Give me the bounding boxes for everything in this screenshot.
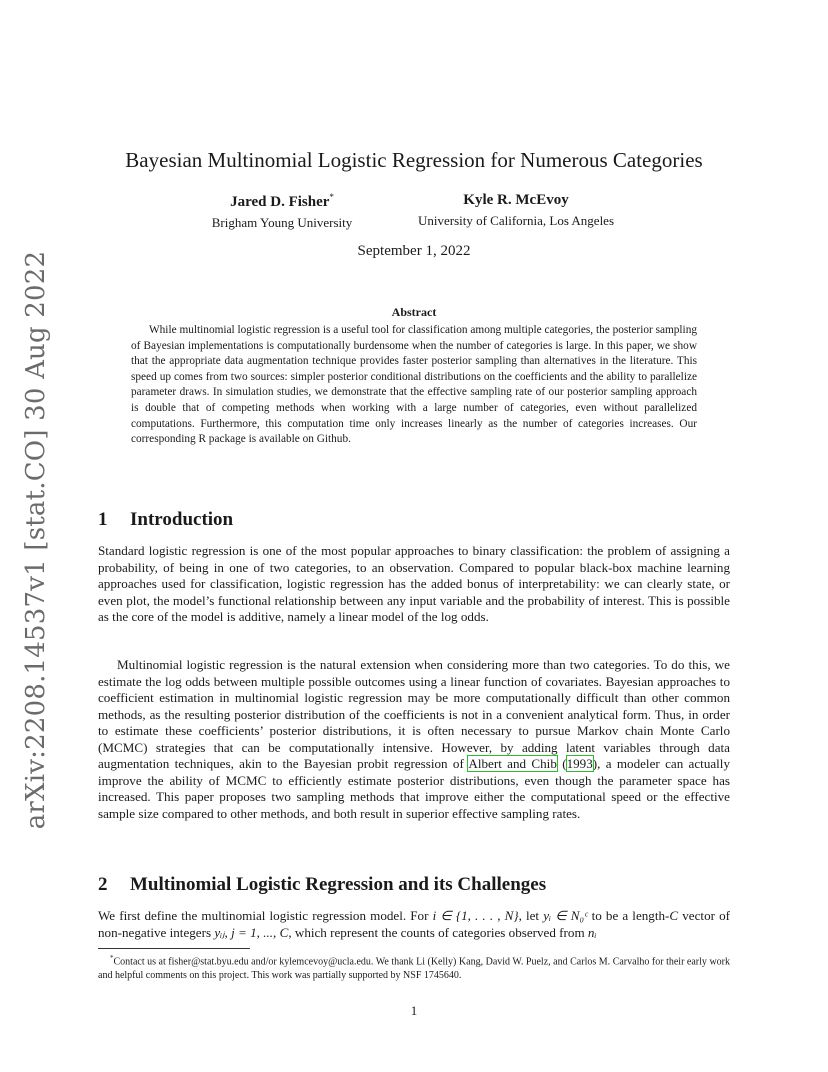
footnote-marker: *: [329, 192, 334, 202]
paper-title: Bayesian Multinomial Logistic Regression for Numerous Categories: [125, 148, 703, 172]
footnote: *Contact us at fisher@stat.byu.edu and/or kylemcevoy@ucla.edu. We thank Li (Kelly) Kang, David W. Puelz, and Carlos M. Carvalho for their early work and helpful comments on this project. This work was partially supported by NSF 1745640.: [98, 954, 730, 981]
section-number: 1: [98, 509, 108, 530]
author-name: Jared D. Fisher*: [230, 192, 334, 210]
paper-date: September 1, 2022: [357, 243, 471, 259]
author-affiliation: Brigham Young University: [211, 215, 353, 230]
author-block: [196, 192, 368, 231]
footnote-divider: [98, 948, 250, 949]
page-number: 1: [410, 1003, 418, 1018]
footnote-marker: *: [110, 954, 114, 962]
section-number: 2: [98, 874, 108, 895]
arxiv-identifier: arXiv:2208.14537v1 [stat.CO] 30 Aug 2022: [21, 250, 51, 830]
abstract-text: While multinomial logistic regression is a useful tool for classification among multiple categories, the posterior sampling of Bayesian implementations is computationally burdensome when the number of categories is large. In this paper, we show that the appropriate data augmentation technique provides faster posterior sampling than alternatives in the literature. This speed up comes from two sources: simpler posterior conditional distributions on the coefficients and the ability to parallelize parameter draws. In simulation studies, we demonstrate that the effective sampling rate of our posterior sampling approach is double that of competing methods when working with a large number of categories, even without parallelized computations. Furthermore, this computation time only increases linearly as the number of categories increases. Our corresponding R package is available on Github.: [131, 324, 697, 446]
body-paragraph: Multinomial logistic regression is the natural extension when considering more than two categories. To do this, we estimate the log odds between multiple possible outcomes using a linear function of covariates. Bayesian approaches to coefficient estimation in multinomial logistic regression may be more computationally difficult than other common methods, as the resulting posterior distribution of the coefficients is not in a convenient analytical form. Thus, in order to estimate these coefficients’ posterior distributions, it is often necessary to pursue Markov chain Monte Carlo (MCMC) strategies that can be computationally intensive. However, by adding latent variables through data augmentation techniques, akin to the Bayesian probit regression of Albert and Chib (1993), a modeler can actually improve the ability of MCMC to efficiently estimate posterior distributions, even though the parameter space has increased. This paper proposes two sampling methods that improve either the computational speed or the effective sample size compared to other methods, and both result in superior effective sampling rates.: [98, 657, 730, 821]
section-heading: [98, 874, 730, 896]
section-title: Introduction: [130, 509, 234, 530]
abstract-heading: Abstract: [391, 305, 437, 319]
section-title: Multinomial Logistic Regression and its Challenges: [130, 874, 547, 895]
body-paragraph: Standard logistic regression is one of the most popular approaches to binary classification: the problem of assigning a probability, of being in one of two categories, to an observation. Compared to popular black-box machine learning approaches used for classification, logistic regression has the added bonus of interpretability: we can clearly state, or even plot, the model’s functional relationship between any input variable and the probability of interest. This is possible as the core of the model is additive, namely a linear model of the log odds.: [98, 543, 730, 624]
author-name: Kyle R. McEvoy: [463, 192, 569, 208]
author-block: [400, 192, 632, 229]
section-heading: [98, 509, 730, 531]
citation-link[interactable]: Albert and Chib: [468, 756, 557, 771]
author-affiliation: University of California, Los Angeles: [417, 213, 615, 228]
body-paragraph: We first define the multinomial logistic regression model. For i ∈ {1, . . . , N}, let yᵢ ∈ N₀ᶜ to be a length-C vector of non-negative integers yᵢⱼ, j = 1, ..., C, which represent the counts of categories observed from nᵢ: [98, 908, 731, 940]
citation-year-link[interactable]: 1993: [566, 756, 593, 771]
